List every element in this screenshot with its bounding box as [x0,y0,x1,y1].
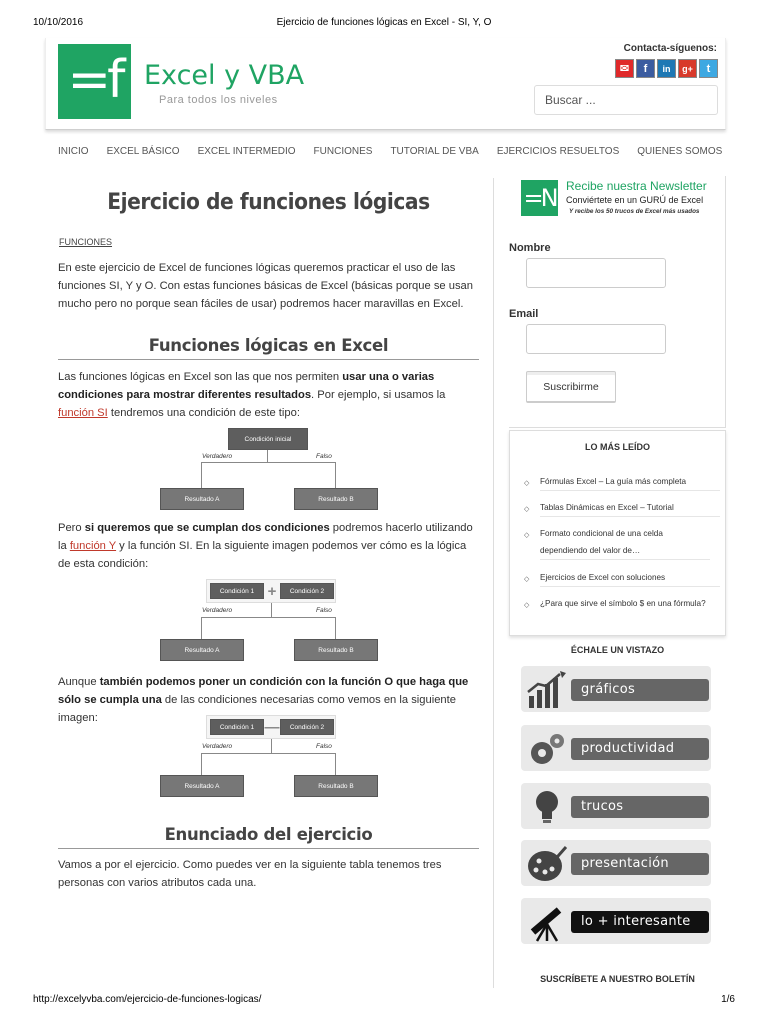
diagram-condition-2: Condición 2 [280,583,334,599]
email-field[interactable] [526,324,666,354]
browse-title: ÉCHALE UN VISTAZO [570,645,665,655]
category-graficos[interactable] [521,666,711,712]
diagram-condition-2: Condición 2 [280,719,334,735]
diagram-condition-box: Condición inicial [228,428,308,450]
diagram-result-b: Resultado B [294,639,378,661]
logo-glyph: =f [67,50,122,110]
paragraph-2: Pero si queremos que se cumplan dos condiciones podremos hacerlo utilizando la función Y y la función SI. En la siguiente imagen podemos ver cómo es la lógica de esta condición: [58,522,473,570]
category-lo-interesante[interactable] [521,898,711,944]
category-label: presentación [571,853,709,875]
diagram-condition-1: Condición 1 [210,583,264,599]
search-input[interactable] [534,85,718,115]
brand-tagline: Para todos los niveles [159,94,278,106]
contact-label: Contacta-síguenos: [623,43,717,54]
diagram-condition-1: Condición 1 [210,719,264,735]
diagram-si [158,426,378,516]
section-heading-enunciado: Enunciado del ejercicio [58,825,479,849]
site-logo[interactable] [58,44,131,119]
print-title: Ejercicio de funciones lógicas en Excel - SI, Y, O [276,17,492,28]
nav-inicio[interactable]: INICIO [58,146,89,157]
print-date: 10/10/2016 [33,17,84,28]
newsletter-title: Recibe nuestra Newsletter [566,179,707,193]
email-label: Email [509,308,539,320]
category-label: trucos [571,796,709,818]
most-read-item[interactable]: Fórmulas Excel – La guía más completa [540,473,720,491]
category-trucos[interactable] [521,783,711,829]
name-label: Nombre [509,242,551,254]
diagram-result-a: Resultado A [160,775,244,797]
minus-icon: — [264,718,280,736]
list-bullet-icon: ◇ [524,602,530,609]
diagram-true-label: Verdadero [202,607,233,614]
newsletter-subtitle: Conviértete en un GURÚ de Excel [566,195,704,205]
subscribe-button[interactable]: Suscribirme [526,371,616,403]
diagram-false-label: Falso [316,607,332,614]
newsletter-widget [509,176,726,428]
google-plus-icon[interactable]: g+ [678,59,697,78]
list-bullet-icon: ◇ [524,532,530,539]
sidebar-divider [493,178,494,988]
diagram-y [158,578,378,670]
diagram-o [158,714,378,806]
newsletter-logo: =N [521,180,558,216]
funcion-si-link[interactable]: función SI [58,407,108,419]
most-read-title: LO MÁS LEÍDO [585,442,650,452]
section-heading-funciones-logicas: Funciones lógicas en Excel [58,336,479,360]
main-nav [58,146,740,157]
brand-name[interactable]: Excel y VBA [144,60,305,91]
category-label: productividad [571,738,709,760]
mail-icon[interactable]: ✉ [615,59,634,78]
intro-paragraph: En este ejercicio de Excel de funciones lógicas queremos practicar el uso de las funciones SI, Y y O. Con estas funciones básicas de Excel (básicas porque se usan mucho pero no porque sean fáciles de usar) podremos hacer maravillas en Excel. [58,262,474,310]
diagram-false-label: Falso [316,453,332,460]
subscribe-newsletter-title: SUSCRÍBETE A NUESTRO BOLETÍN [540,974,695,984]
name-field[interactable] [526,258,666,288]
print-header [33,17,735,31]
bar-chart-icon [525,670,569,710]
diagram-result-a: Resultado A [160,488,244,510]
most-read-widget [509,430,726,636]
paragraph-3: Aunque también podemos poner un condición con la función O que haga que sólo se cumpla una de las condiciones necesarias como vemos en la siguiente imagen: [58,676,469,724]
gears-icon [525,729,569,769]
print-page-number: 1/6 [721,994,735,1005]
category-label: gráficos [571,679,709,701]
newsletter-note: Y recibe los 50 trucos de Excel más usados [569,208,700,215]
most-read-item[interactable]: Tablas Dinámicas en Excel – Tutorial [540,499,720,517]
nav-excel-intermedio[interactable]: EXCEL INTERMEDIO [197,146,296,157]
palette-icon [525,844,569,884]
telescope-icon [525,902,569,942]
social-links [615,59,718,78]
funcion-y-link[interactable]: función Y [69,540,117,552]
site-header [45,38,726,130]
page-title: Ejercicio de funciones lógicas [107,190,430,215]
list-bullet-icon: ◇ [524,480,530,487]
nav-funciones[interactable]: FUNCIONES [313,146,373,157]
diagram-false-label: Falso [316,743,332,750]
diagram-result-b: Resultado B [294,775,378,797]
print-url: http://excelyvba.com/ejercicio-de-funciones-logicas/ [33,994,262,1005]
plus-icon: + [267,582,277,600]
list-bullet-icon: ◇ [524,576,530,583]
most-read-item[interactable]: Ejercicios de Excel con soluciones [540,569,720,587]
diagram-result-a: Resultado A [160,639,244,661]
print-footer [33,994,735,1008]
nav-ejercicios-resueltos[interactable]: EJERCICIOS RESUELTOS [496,146,620,157]
category-productividad[interactable] [521,725,711,771]
diagram-true-label: Verdadero [202,743,233,750]
linkedin-icon[interactable]: in [657,59,676,78]
nav-quienes-somos[interactable]: QUIENES SOMOS [637,146,723,157]
paragraph-1: Las funciones lógicas en Excel son las que nos permiten usar una o varias condiciones para mostrar diferentes resultados. Por ejemplo, si usamos la función SI tendremos una condición de este tipo: [58,371,446,419]
lightbulb-icon [525,787,569,827]
paragraph-4: Vamos a por el ejercicio. Como puedes ver en la siguiente tabla tenemos tres personas con varios atributos cada una. [58,859,442,889]
most-read-item[interactable]: ¿Para que sirve el símbolo $ en una fórmula? [540,599,706,608]
nav-excel-basico[interactable]: EXCEL BÁSICO [106,146,180,157]
list-bullet-icon: ◇ [524,506,530,513]
twitter-icon[interactable]: t [699,59,718,78]
facebook-icon[interactable]: f [636,59,655,78]
category-link[interactable]: FUNCIONES [59,237,113,247]
most-read-item[interactable]: Formato condicional de una celda dependiendo del valor de… [540,525,710,560]
nav-tutorial-vba[interactable]: TUTORIAL DE VBA [390,146,479,157]
category-presentacion[interactable] [521,840,711,886]
category-label: lo + interesante [571,911,709,933]
diagram-result-b: Resultado B [294,488,378,510]
diagram-true-label: Verdadero [202,453,233,460]
